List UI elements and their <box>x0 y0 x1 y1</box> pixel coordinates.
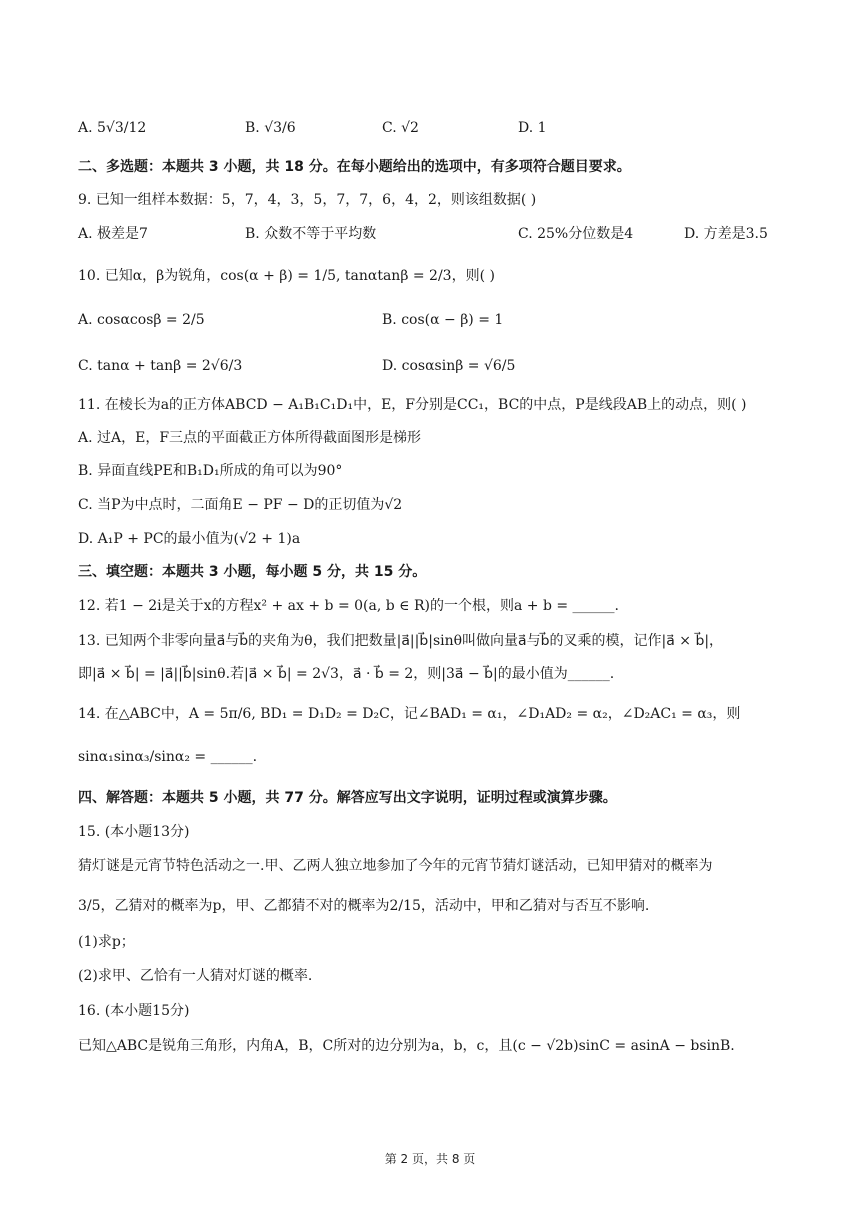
q15-part-2: (2)求甲、乙恰有一人猜对灯谜的概率. <box>78 968 313 984</box>
q8-option-b: B. √3/6 <box>245 120 296 136</box>
q13-line-2: 即|a⃗ × b⃗| = |a⃗||b⃗|sinθ.若|a⃗ × b⃗| = 2√3，a⃗ · b⃗ = 2，则|3a⃗ − b⃗|的最小值为______. <box>78 666 615 682</box>
q8-option-a: A. 5√3/12 <box>78 120 147 136</box>
q10-option-b: B. cos(α − β) = 1 <box>382 312 504 328</box>
q9-option-d: D. 方差是3.5 <box>684 226 768 242</box>
q11-stem: 11. 在棱长为a的正方体ABCD − A₁B₁C₁D₁中，E，F分别是CC₁，BC的中点，P是线段AB上的动点，则( ) <box>78 397 747 413</box>
q11-option-a: A. 过A，E，F三点的平面截正方体所得截面图形是梯形 <box>78 430 422 446</box>
q12-stem: 12. 若1 − 2i是关于x的方程x² + ax + b = 0(a, b ∈ R)的一个根，则a + b = ______. <box>78 598 620 614</box>
q9-option-a: A. 极差是7 <box>78 226 148 242</box>
q10-option-c: C. tanα + tanβ = 2√6/3 <box>78 358 243 374</box>
page-number-footer: 第 2 页，共 8 页 <box>384 1152 476 1166</box>
q13-line-1: 13. 已知两个非零向量a⃗与b⃗的夹角为θ，我们把数量|a⃗||b⃗|sinθ叫做向量a⃗与b⃗的叉乘的模，记作|a⃗ × b⃗|， <box>78 633 724 649</box>
q15-part-1: (1)求p； <box>78 934 135 950</box>
section-heading-multiple-choice: 二、多选题：本题共 3 小题，共 18 分。在每小题给出的选项中，有多项符合题目要求。 <box>78 159 631 175</box>
q15-line-1: 猜灯谜是元宵节特色活动之一.甲、乙两人独立地参加了今年的元宵节猜灯谜活动，已知甲猜对的概率为 <box>78 858 713 874</box>
q11-option-c: C. 当P为中点时，二面角E − PF − D的正切值为√2 <box>78 497 403 513</box>
section-heading-fill-in: 三、填空题：本题共 3 小题，每小题 5 分，共 15 分。 <box>78 564 427 580</box>
q11-option-d: D. A₁P + PC的最小值为(√2 + 1)a <box>78 531 301 547</box>
q10-option-d: D. cosαsinβ = √6/5 <box>382 358 516 374</box>
q15-line-2: 3/5，乙猜对的概率为p，甲、乙都猜不对的概率为2/15，活动中，甲和乙猜对与否互不影响. <box>78 898 650 914</box>
section-heading-solutions: 四、解答题：本题共 5 小题，共 77 分。解答应写出文字说明，证明过程或演算步骤。 <box>78 790 617 806</box>
q9-option-b: B. 众数不等于平均数 <box>245 226 377 242</box>
q14-line-2: sinα₁sinα₃/sinα₂ = ______. <box>78 749 258 765</box>
q8-option-d: D. 1 <box>518 120 547 136</box>
q11-option-b: B. 异面直线PE和B₁D₁所成的角可以为90° <box>78 463 343 479</box>
q9-stem: 9. 已知一组样本数据：5，7，4，3，5，7，7，6，4，2，则该组数据( ) <box>78 192 537 208</box>
q15-title: 15. (本小题13分) <box>78 824 190 840</box>
q16-line-1: 已知△ABC是锐角三角形，内角A，B，C所对的边分别为a，b，c，且(c − √2b)sinC = asinA − bsinB. <box>78 1038 735 1054</box>
q16-title: 16. (本小题15分) <box>78 1003 190 1019</box>
q8-option-c: C. √2 <box>382 120 419 136</box>
q14-line-1: 14. 在△ABC中，A = 5π/6, BD₁ = D₁D₂ = D₂C，记∠BAD₁ = α₁，∠D₁AD₂ = α₂，∠D₂AC₁ = α₃，则 <box>78 706 741 722</box>
q9-option-c: C. 25%分位数是4 <box>518 226 634 242</box>
q10-option-a: A. cosαcosβ = 2/5 <box>78 312 205 328</box>
q10-stem: 10. 已知α，β为锐角，cos(α + β) = 1/5, tanαtanβ = 2/3，则( ) <box>78 268 495 284</box>
